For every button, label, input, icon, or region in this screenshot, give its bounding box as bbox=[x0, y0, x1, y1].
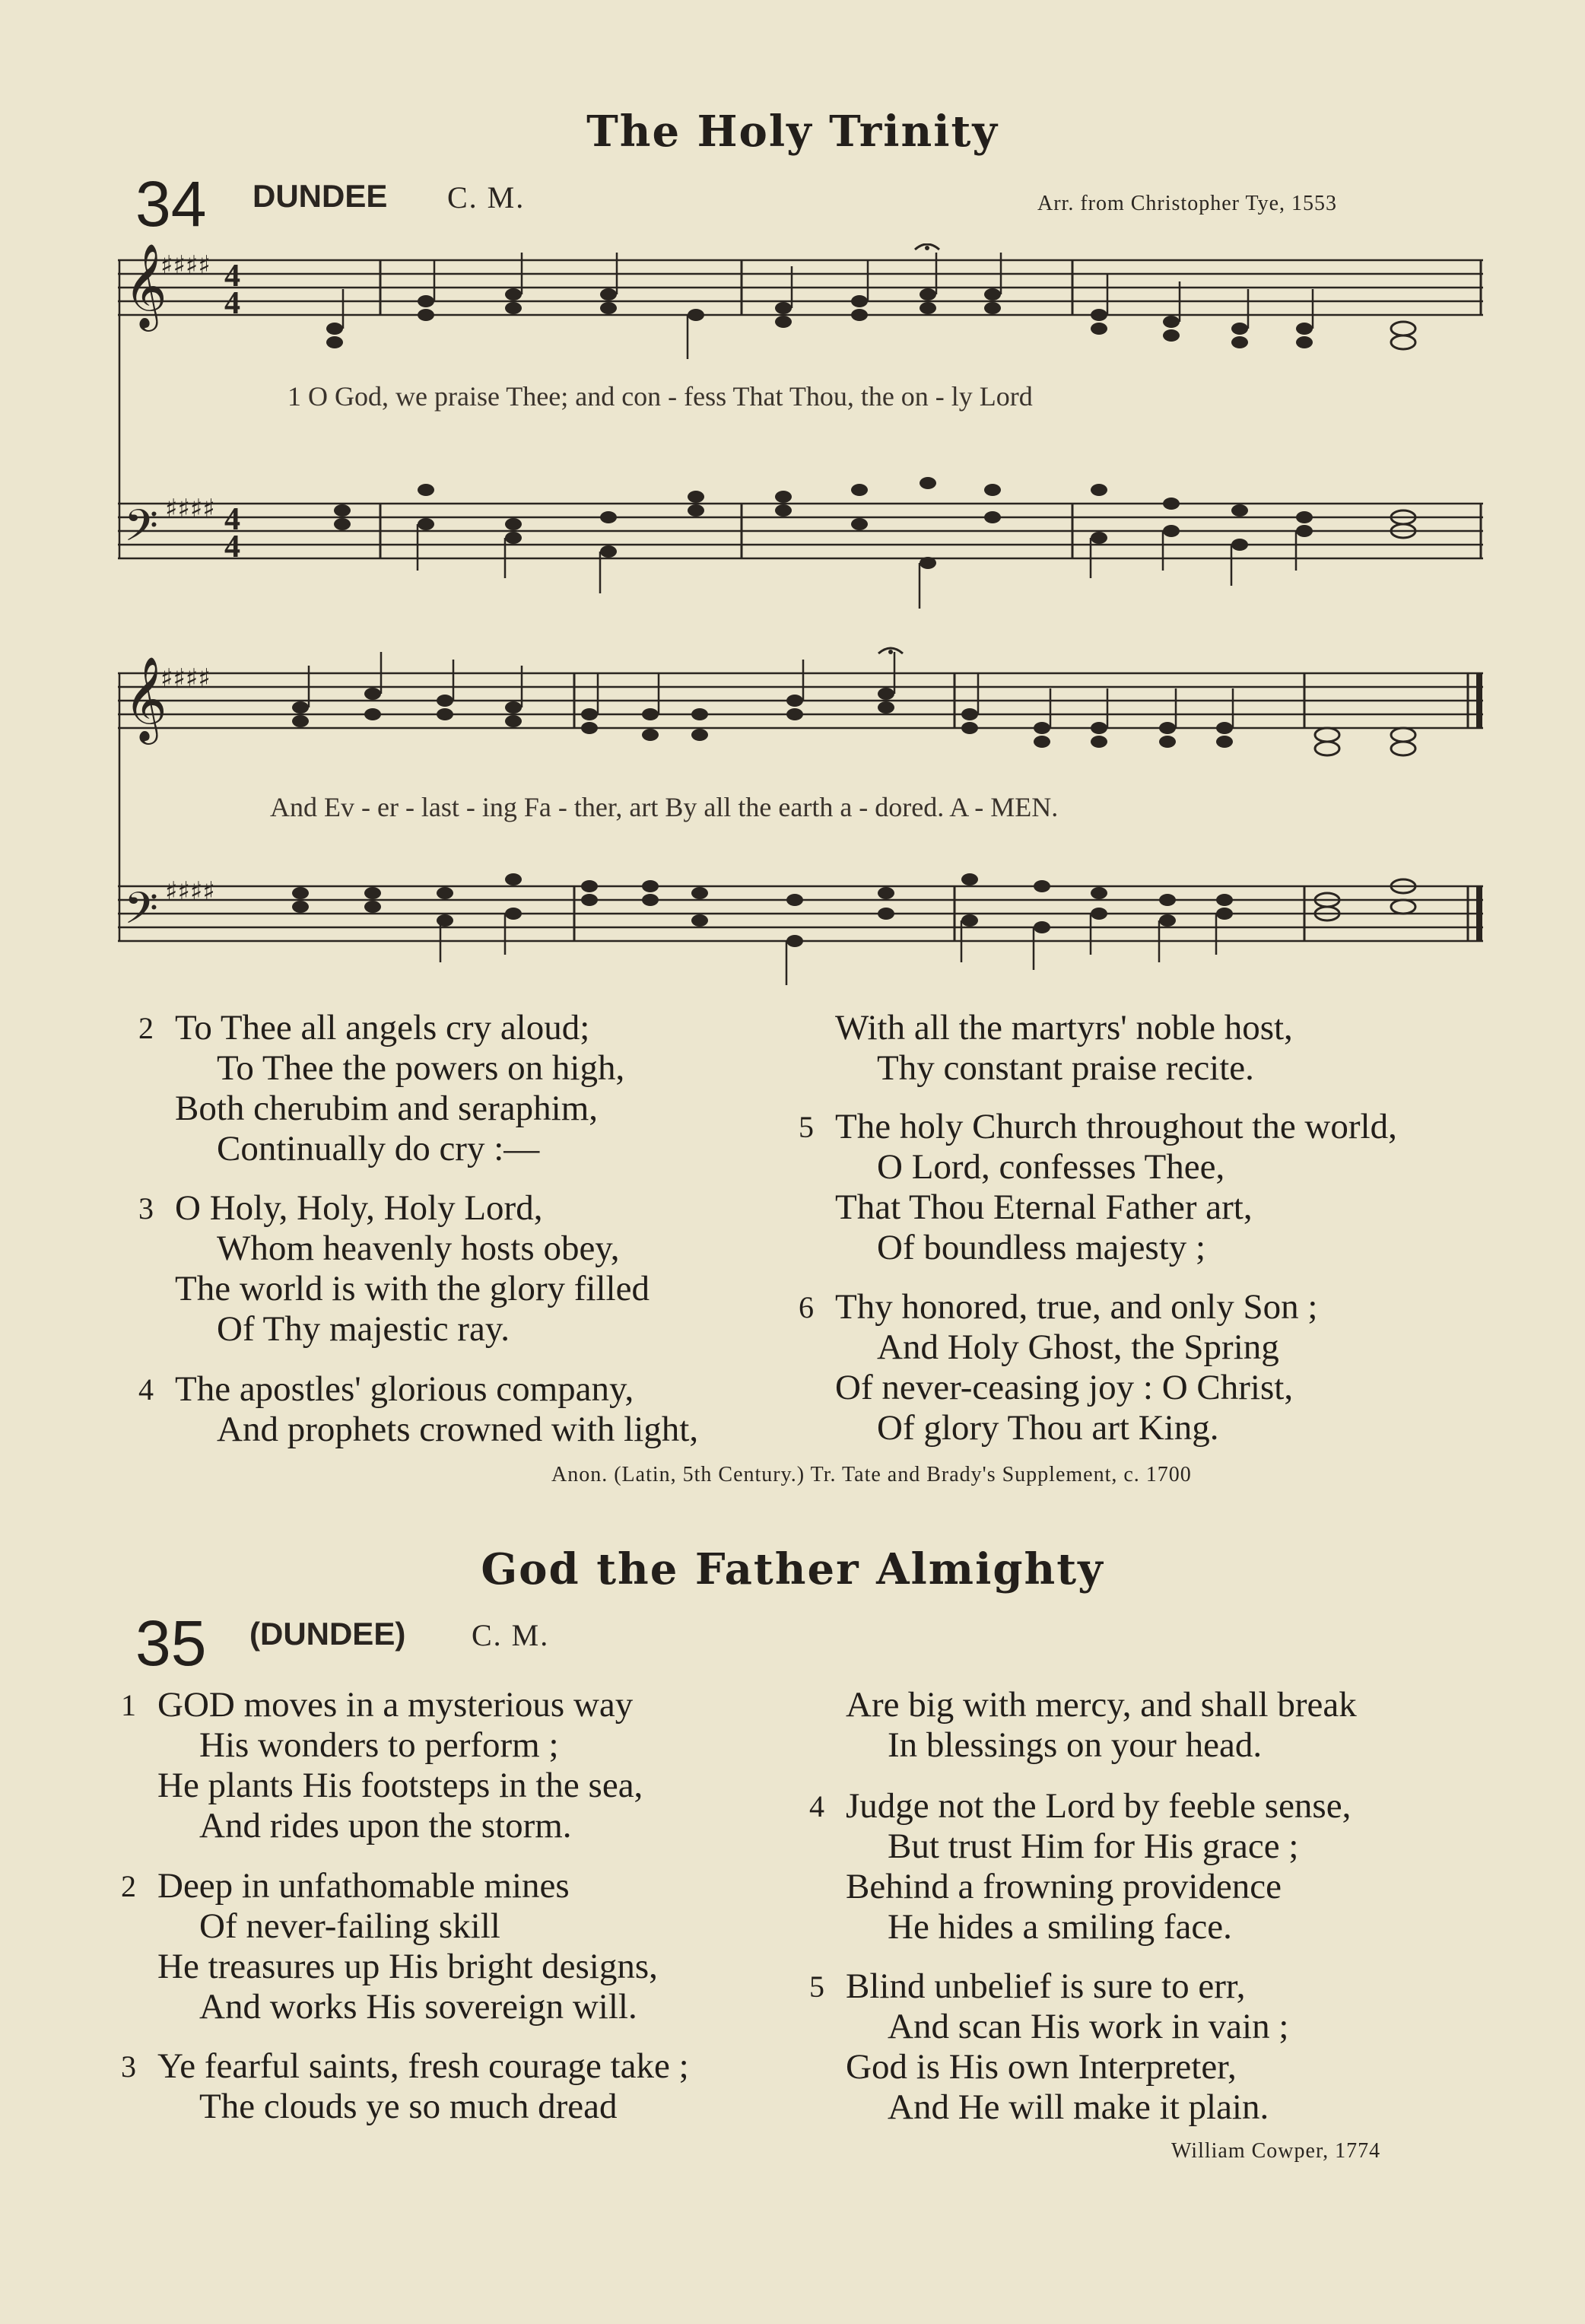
verse-line: The apostles' glorious company, bbox=[175, 1369, 634, 1409]
verse-block bbox=[138, 1369, 699, 1450]
verse-number: 6 bbox=[799, 1290, 814, 1324]
verse-line: And Holy Ghost, the Spring bbox=[877, 1327, 1279, 1367]
tune-name: DUNDEE bbox=[253, 178, 388, 214]
verse-number: 4 bbox=[809, 1789, 824, 1823]
svg-text:4: 4 bbox=[224, 259, 240, 294]
verse-line: GOD moves in a mysterious way bbox=[157, 1685, 634, 1725]
verse-continuation bbox=[846, 1685, 1357, 1766]
section-title-god-the-father: God the Father Almighty bbox=[481, 1544, 1104, 1594]
verse-line: Are big with mercy, and shall break bbox=[846, 1685, 1357, 1725]
meter: C. M. bbox=[447, 180, 526, 215]
verse-line: And scan His work in vain ; bbox=[888, 2007, 1289, 2046]
verse-number: 2 bbox=[121, 1869, 136, 1903]
verse-number: 3 bbox=[138, 1191, 154, 1226]
verse-line: Of never-failing skill bbox=[199, 1906, 500, 1946]
verse-block bbox=[121, 1685, 643, 1846]
verse-line: That Thou Eternal Father art, bbox=[835, 1187, 1253, 1227]
verse-line: The world is with the glory filled bbox=[175, 1269, 650, 1308]
verse-line: He hides a smiling face. bbox=[888, 1907, 1232, 1947]
verse-line: To Thee all angels cry aloud; bbox=[175, 1008, 590, 1048]
svg-text:𝄢: 𝄢 bbox=[124, 882, 159, 945]
svg-text:4: 4 bbox=[224, 502, 240, 537]
lyrics-line-1: 1 O God, we praise Thee; and con - fess That Thou, the on - ly Lord bbox=[287, 381, 1033, 412]
svg-text:♯♯♯♯: ♯♯♯♯ bbox=[160, 663, 211, 694]
verse-line: Behind a frowning providence bbox=[846, 1867, 1282, 1906]
verse-line: And rides upon the storm. bbox=[199, 1806, 572, 1846]
verse-line: Judge not the Lord by feeble sense, bbox=[846, 1786, 1352, 1826]
verse-block bbox=[121, 2046, 689, 2127]
music-system-2 bbox=[118, 643, 1487, 1008]
arranger-credit: Arr. from Christopher Tye, 1553 bbox=[1037, 192, 1338, 215]
verse-block bbox=[799, 1107, 1397, 1268]
verse-line: To Thee the powers on high, bbox=[217, 1048, 625, 1088]
hymn-number-34: 34 bbox=[135, 168, 207, 240]
verse-line: Of boundless majesty ; bbox=[877, 1228, 1206, 1267]
verse-line: Thy constant praise recite. bbox=[877, 1048, 1254, 1088]
verse-line: In blessings on your head. bbox=[888, 1725, 1263, 1765]
verse-line: The clouds ye so much dread bbox=[199, 2087, 618, 2126]
svg-text:4: 4 bbox=[224, 286, 240, 321]
verse-line: And He will make it plain. bbox=[888, 2087, 1269, 2127]
verse-block bbox=[121, 1866, 658, 2027]
svg-text:𝄞: 𝄞 bbox=[124, 656, 167, 741]
meter: C. M. bbox=[472, 1618, 550, 1652]
verse-number: 3 bbox=[121, 2049, 136, 2084]
verse-line: Of glory Thou art King. bbox=[877, 1408, 1219, 1448]
verse-block bbox=[138, 1188, 650, 1350]
svg-text:♯♯♯♯: ♯♯♯♯ bbox=[160, 250, 211, 281]
verse-line: Continually do cry :— bbox=[217, 1129, 540, 1168]
tune-name: (DUNDEE) bbox=[249, 1616, 406, 1652]
music-system-1 bbox=[118, 243, 1487, 624]
verse-line: Blind unbelief is sure to err, bbox=[846, 1966, 1246, 2006]
verse-line: Of Thy majestic ray. bbox=[217, 1309, 510, 1349]
verse-number: 5 bbox=[809, 1970, 824, 2004]
verse-block bbox=[809, 1786, 1352, 1947]
svg-text:4: 4 bbox=[224, 529, 240, 564]
verse-line: With all the martyrs' noble host, bbox=[835, 1008, 1293, 1048]
verse-line: He treasures up His bright designs, bbox=[157, 1947, 658, 1986]
verse-number: 4 bbox=[138, 1372, 154, 1407]
verse-line: Both cherubim and seraphim, bbox=[175, 1089, 599, 1128]
verse-block bbox=[138, 1008, 625, 1169]
section-title-holy-trinity: The Holy Trinity bbox=[586, 107, 999, 157]
verse-number: 1 bbox=[121, 1688, 136, 1722]
verse-line: The holy Church throughout the world, bbox=[835, 1107, 1397, 1146]
verse-number: 5 bbox=[799, 1110, 814, 1144]
verse-line: Deep in unfathomable mines bbox=[157, 1866, 570, 1906]
verse-line: His wonders to perform ; bbox=[199, 1725, 559, 1765]
verse-line: O Lord, confesses Thee, bbox=[877, 1147, 1225, 1187]
verse-continuation bbox=[835, 1008, 1293, 1089]
verse-block bbox=[809, 1966, 1289, 2128]
verse-line: God is His own Interpreter, bbox=[846, 2047, 1237, 2087]
verse-line: He plants His footsteps in the sea, bbox=[157, 1766, 643, 1805]
svg-text:𝄢: 𝄢 bbox=[124, 500, 159, 562]
verse-line: And works His sovereign will. bbox=[199, 1987, 637, 2027]
svg-text:♯♯♯♯: ♯♯♯♯ bbox=[165, 876, 215, 907]
lyrics-line-2: And Ev - er - last - ing Fa - ther, art By all the earth a - dored. A - MEN. bbox=[270, 792, 1059, 822]
attribution-35: William Cowper, 1774 bbox=[1171, 2139, 1381, 2163]
verse-line: Whom heavenly hosts obey, bbox=[217, 1229, 620, 1268]
svg-text:♯♯♯♯: ♯♯♯♯ bbox=[165, 494, 215, 524]
verse-line: O Holy, Holy, Holy Lord, bbox=[175, 1188, 543, 1228]
attribution-34: Anon. (Latin, 5th Century.) Tr. Tate and Brady's Supplement, c. 1700 bbox=[551, 1463, 1192, 1486]
verse-block bbox=[799, 1287, 1318, 1448]
svg-text:𝄞: 𝄞 bbox=[124, 243, 167, 328]
verse-line: And prophets crowned with light, bbox=[217, 1410, 699, 1449]
hymn-number-35: 35 bbox=[135, 1607, 207, 1679]
verse-line: Thy honored, true, and only Son ; bbox=[835, 1287, 1318, 1327]
verse-line: Of never-ceasing joy : O Christ, bbox=[835, 1368, 1294, 1407]
verse-line: But trust Him for His grace ; bbox=[888, 1826, 1299, 1866]
verse-line: Ye fearful saints, fresh courage take ; bbox=[157, 2046, 689, 2086]
verse-number: 2 bbox=[138, 1011, 154, 1045]
